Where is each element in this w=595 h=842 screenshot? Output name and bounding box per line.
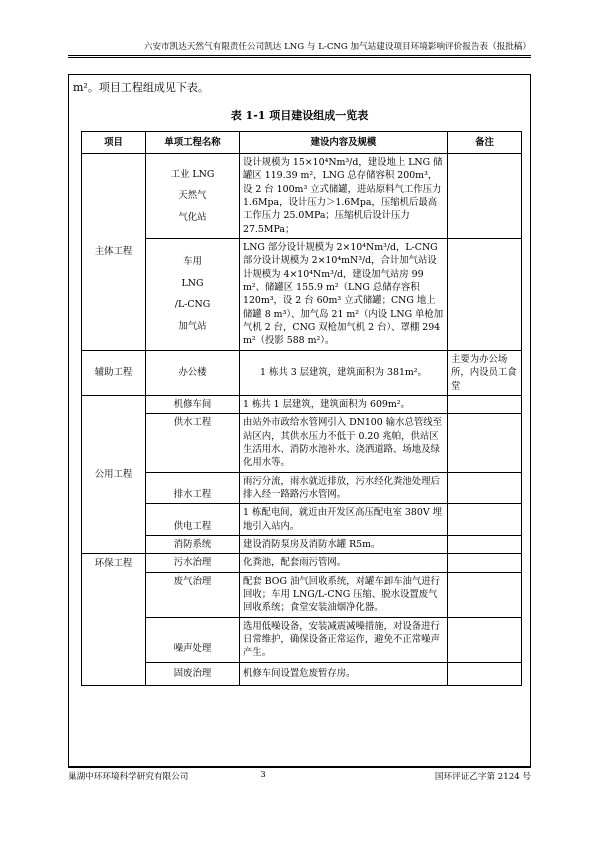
- table-row: [82, 662, 522, 685]
- item-note: [448, 414, 522, 472]
- item-name: 车用 LNG /L-CNG 加气站: [146, 239, 240, 351]
- item-name: 排水工程: [146, 472, 240, 504]
- item-note: [448, 535, 522, 553]
- composition-table: [81, 131, 522, 686]
- item-name: 固废治理: [146, 662, 240, 685]
- footer-cert: 国环评证乙字第 2124 号: [434, 772, 531, 782]
- item-note: [448, 472, 522, 504]
- table-row: [82, 472, 522, 504]
- item-name: 机修车间: [146, 395, 240, 413]
- item-content: LNG 部分设计规模为 2×10⁴Nm³/d，L-CNG 部分设计规模为 2×10⁴mN³/d，合计加气站设计规模为 4×10⁴Nm³/d，建设加气站房 99 m²、储罐区 155.9 m²（LNG 总储存容积 120m³，设 2 台 60m³ 立式储罐；CNG 地上储罐 8 m³）、加气岛 21 m²（内设 LNG 单枪加气机 2 台，CNG 双枪加气机 2 台）、罩棚 294 m²（投影 588 m²）。: [240, 239, 448, 351]
- table-row: [82, 617, 522, 662]
- table-row: [82, 554, 522, 572]
- item-note: [448, 617, 522, 662]
- group-public: 公用工程: [82, 395, 146, 553]
- header-note: 备注: [448, 132, 522, 154]
- table-header-row: [82, 132, 522, 154]
- item-note: [448, 554, 522, 572]
- item-content: 建设消防泵房及消防水罐 R5m。: [240, 535, 448, 553]
- page-header: 六安市凯达天然气有限责任公司凯达 LNG 与 L-CNG 加气站建设项目环境影响评价报告表（报批稿）: [143, 42, 531, 52]
- table-caption: 表 1-1 项目建设组成一览表: [230, 109, 369, 122]
- group-main: 主体工程: [82, 154, 146, 351]
- item-note: [448, 662, 522, 685]
- table-row: [82, 504, 522, 536]
- item-content: 雨污分流，雨水就近排放，污水经化粪池处理后排入经一路路污水管网。: [240, 472, 448, 504]
- header-content: 建设内容及规模: [240, 132, 448, 154]
- item-name: 废气治理: [146, 572, 240, 617]
- table-row: [82, 350, 522, 395]
- item-note: [448, 395, 522, 413]
- item-name: 消防系统: [146, 535, 240, 553]
- item-content: 1 栋共 3 层建筑，建筑面积为 381m²。: [240, 350, 448, 395]
- header-project: 项目: [82, 132, 146, 154]
- intro-text: m²。项目工程组成见下表。: [73, 81, 209, 94]
- group-aux: 辅助工程: [82, 350, 146, 395]
- item-content: 机修车间设置危废暂存房。: [240, 662, 448, 685]
- item-name: 工业 LNG 天然气 气化站: [146, 154, 240, 239]
- item-note: 主要为办公场所，内设员工食堂: [448, 350, 522, 395]
- item-content: 由站外市政给水管网引入 DN100 输水总管线至站区内，其供水压力不低于 0.20 兆帕，供站区生活用水、消防水池补水、浇洒道路、场地及绿化用水等。: [240, 414, 448, 472]
- table-row: [82, 395, 522, 413]
- page-number: 3: [260, 770, 266, 780]
- header-item-name: 单项工程名称: [146, 132, 240, 154]
- item-content: 选用低噪设备，安装减震减噪措施，对设备进行日常维护，确保设备正常运作，避免不正常噪声产生。: [240, 617, 448, 662]
- table-row: [82, 239, 522, 351]
- item-content: 配套 BOG 油气回收系统，对罐车卸车油气进行回收；车用 LNG/L-CNG 压缩、脱水设置废气回收系统；食堂安装油烟净化器。: [240, 572, 448, 617]
- item-note: [448, 504, 522, 536]
- item-content: 1 栋共 1 层建筑，建筑面积为 609m²。: [240, 395, 448, 413]
- item-name: 噪声处理: [146, 617, 240, 662]
- footer-org: 巢湖中环环境科学研究有限公司: [68, 772, 189, 782]
- item-name: 供电工程: [146, 504, 240, 536]
- header-rule: [68, 55, 531, 56]
- footer-rule: [68, 767, 531, 768]
- header-rule-inner: [68, 57, 531, 58]
- item-note: [448, 572, 522, 617]
- item-name: 办公楼: [146, 350, 240, 395]
- table-row: [82, 414, 522, 472]
- item-content: 化粪池，配套雨污管网。: [240, 554, 448, 572]
- item-content: 设计规模为 15×10⁴Nm³/d，建设地上 LNG 储罐区 119.39 m²，LNG 总存储容积 200m³，设 2 台 100m³ 立式储罐，进站原料气工作压力 1.6Mpa，设计压力＞1.6Mpa，压缩机后最高工作压力 25.0MPa；压缩机后设计压力 27.5MPa；: [240, 154, 448, 239]
- table-row: [82, 154, 522, 239]
- item-name: 供水工程: [146, 414, 240, 472]
- table-row: [82, 572, 522, 617]
- item-note: [448, 239, 522, 351]
- group-env: 环保工程: [82, 554, 146, 685]
- item-note: [448, 154, 522, 239]
- item-name: 污水治理: [146, 554, 240, 572]
- item-content: 1 栋配电间，就近由开发区高压配电室 380V 埋地引入站内。: [240, 504, 448, 536]
- table-row: [82, 535, 522, 553]
